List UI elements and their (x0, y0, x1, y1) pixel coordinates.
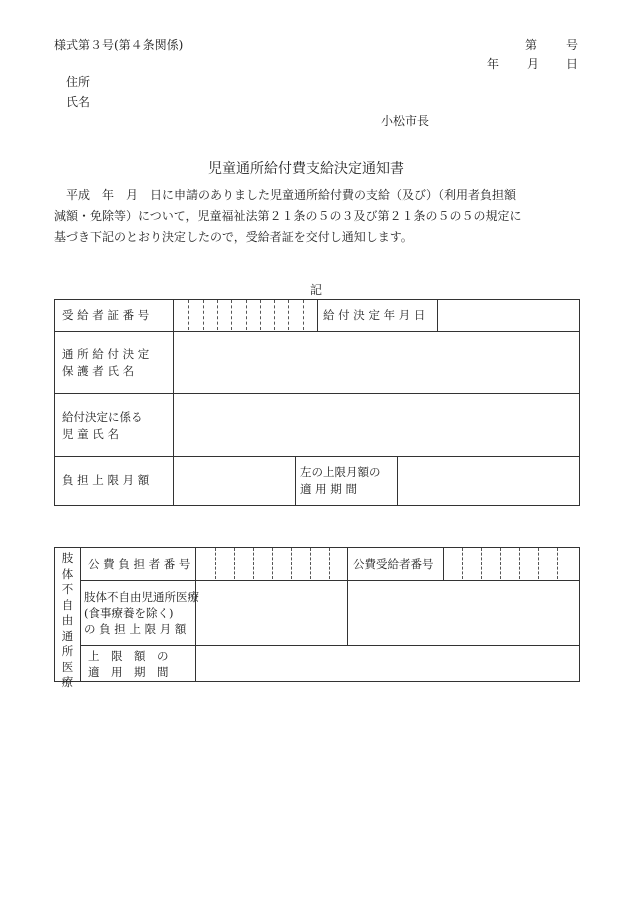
col-divider (437, 299, 438, 331)
ki-label: 記 (310, 283, 323, 297)
digit-separator (260, 300, 261, 330)
digit-separator (462, 548, 463, 579)
medical-period-label-line2: 適 用 期 間 (88, 665, 169, 679)
burden-limit-label: 負 担 上 限 月 額 (62, 473, 150, 487)
row-divider (54, 456, 580, 457)
page-title: 児童通所給付費支給決定通知書 (208, 161, 404, 177)
date-day: 日 (566, 57, 579, 71)
issuer: 小松市長 (381, 114, 430, 128)
limit-period-label-line2: 適 用 期 間 (300, 482, 357, 496)
document-no-suffix: 号 (566, 38, 579, 52)
col-divider (195, 547, 196, 682)
digit-separator (217, 300, 218, 330)
digit-separator (557, 548, 558, 579)
decision-date-label: 給 付 決 定 年 月 日 (323, 308, 426, 322)
medical-limit-label-line2: (食事療養を除く) (84, 606, 174, 620)
digit-separator (203, 300, 204, 330)
recipient-number-label: 受 給 者 証 番 号 (62, 308, 150, 322)
digit-separator (272, 548, 273, 579)
digit-separator (288, 300, 289, 330)
col-divider (295, 456, 296, 506)
form-number: 様式第３号(第４条関係) (54, 38, 184, 52)
col-divider (397, 456, 398, 506)
digit-separator (231, 300, 232, 330)
child-label-line2: 児 童 氏 名 (62, 427, 119, 441)
notice-line-1: 平成 年 月 日に申請のありました児童通所給付費の支給（及び）（利用者負担額 (54, 188, 517, 202)
digit-separator (274, 300, 275, 330)
guardian-label-line2: 保 護 者 氏 名 (62, 364, 135, 378)
digit-separator (310, 548, 311, 579)
col-divider (347, 547, 348, 645)
digit-separator (538, 548, 539, 579)
digit-separator (188, 300, 189, 330)
row-divider (80, 580, 580, 581)
row-divider (54, 393, 580, 394)
guardian-label-line1: 通 所 給 付 決 定 (62, 347, 150, 361)
receiver-number-label: 公費受給者番号 (353, 557, 434, 571)
col-divider (80, 547, 81, 682)
row-divider (80, 645, 580, 646)
digit-separator (481, 548, 482, 579)
digit-separator (519, 548, 520, 579)
payer-number-label: 公 費 負 担 者 番 号 (88, 557, 191, 571)
limit-period-label-line1: 左の上限月額の (300, 465, 381, 479)
digit-separator (234, 548, 235, 579)
row-divider (54, 331, 580, 332)
document-no-prefix: 第 (525, 38, 538, 52)
digit-separator (246, 300, 247, 330)
col-divider (173, 299, 174, 506)
digit-separator (253, 548, 254, 579)
digit-separator (329, 548, 330, 579)
medical-limit-label-line3: の 負 担 上 限 月 額 (84, 622, 187, 636)
child-label-line1: 給付決定に係る (62, 410, 143, 424)
date-month: 月 (527, 57, 540, 71)
medical-period-label-line1: 上 限 額 の (88, 649, 169, 663)
digit-separator (303, 300, 304, 330)
address-label: 住所 (66, 75, 91, 89)
name-label: 氏名 (66, 95, 91, 109)
digit-separator (215, 548, 216, 579)
notice-body (54, 185, 522, 248)
col-divider (317, 299, 318, 331)
notice-line-3: 基づき下記のとおり決定したので，受給者証を交付し通知します。 (54, 230, 413, 244)
medical-side-label: 肢体不自由通所医療 (61, 551, 74, 689)
medical-limit-label-line1: 肢体不自由児通所医療 (84, 590, 199, 604)
notice-line-2: 減額・免除等）について，児童福祉法第２１条の５の３及び第２１条の５の５の規定に (54, 209, 522, 223)
digit-separator (291, 548, 292, 579)
col-divider (443, 547, 444, 580)
date-year: 年 (487, 57, 500, 71)
digit-separator (500, 548, 501, 579)
